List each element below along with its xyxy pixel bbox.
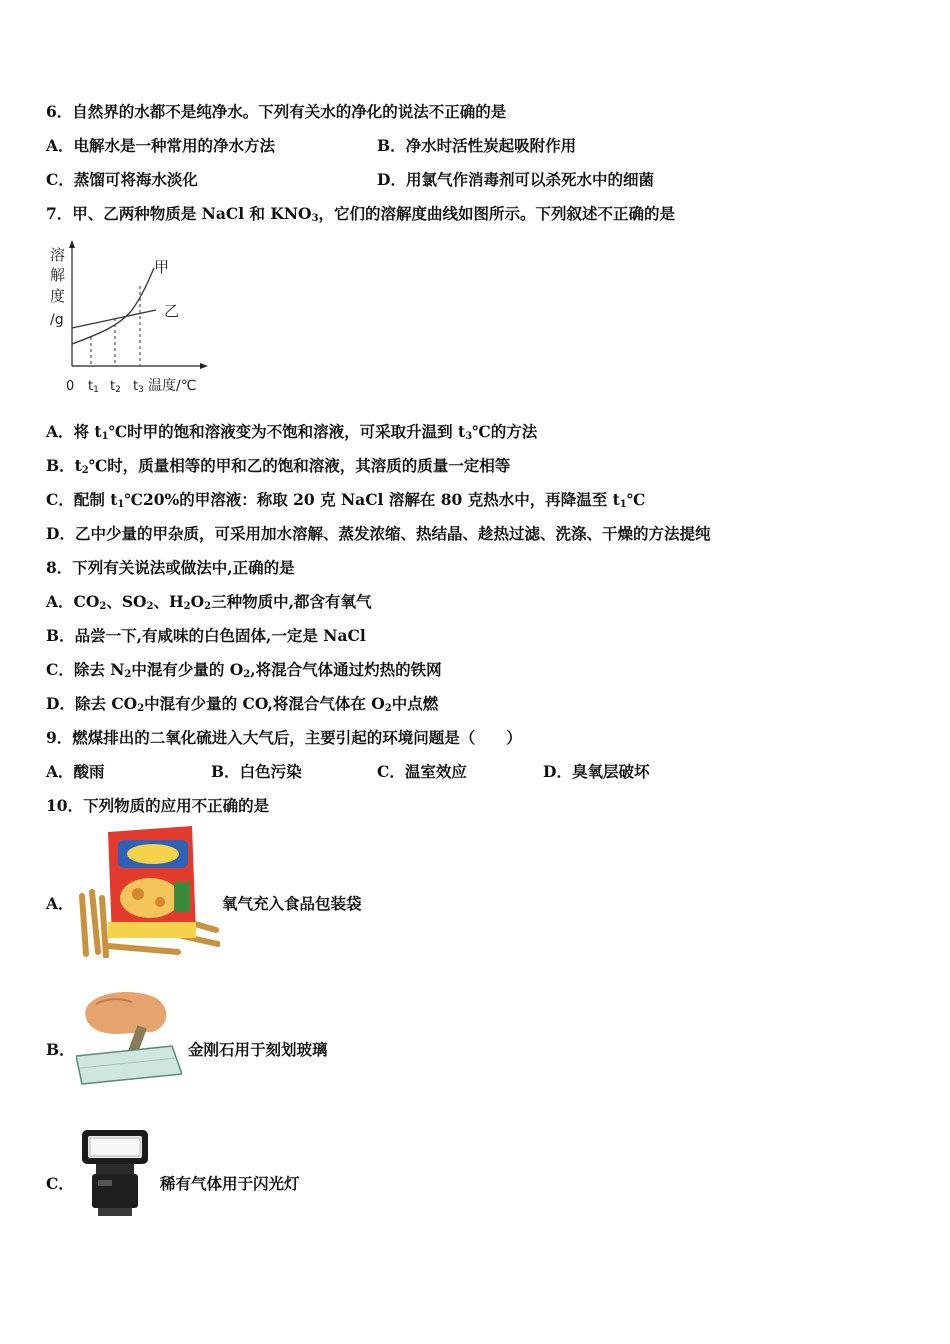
- q8-option-a: A．$CO_2$、$SO_2$、$H_2O_2$三种物质中,都含有氧气: [46, 592, 372, 612]
- solubility-chart: [44, 240, 214, 400]
- snack-bag-image: [78, 826, 220, 958]
- q10-option-b-text: 金刚石用于刻划玻璃: [188, 1040, 328, 1059]
- q6-option-a: A．电解水是一种常用的净水方法: [46, 136, 276, 155]
- ylabel-char-4: /g: [50, 312, 64, 328]
- q10-option-c-text: 稀有气体用于闪光灯: [160, 1174, 300, 1193]
- q10-stem: 10．下列物质的应用不正确的是: [46, 796, 270, 815]
- series-yi-label: 乙: [164, 302, 180, 320]
- q8-stem: 8．下列有关说法或做法中,正确的是: [46, 558, 295, 577]
- q7-option-d: D．乙中少量的甲杂质，可采用加水溶解、蒸发浓缩、热结晶、趁热过滤、洗涤、干燥的方法提纯: [46, 524, 711, 543]
- q9-option-c: C．温室效应: [377, 762, 467, 781]
- q6-option-d: D．用氯气作消毒剂可以杀死水中的细菌: [377, 170, 654, 189]
- x-axis-arrow: [200, 363, 208, 369]
- q9-option-d: D．臭氧层破坏: [543, 762, 650, 781]
- series-jia-label: 甲: [154, 258, 170, 276]
- x-tick-t2: t2: [110, 379, 121, 395]
- xlabel: 温度/℃: [148, 378, 197, 394]
- q9-option-a: A．酸雨: [46, 762, 105, 781]
- glass-cutter-image: [76, 988, 182, 1086]
- finger: [85, 992, 166, 1034]
- flash-foot: [98, 1208, 132, 1216]
- q8-option-d: D．除去 $CO_2$中混有少量的 CO,将混合气体在 $O_2$中点燃: [46, 694, 439, 714]
- x-tick-0: 0: [66, 379, 75, 394]
- q10-option-a-text: 氧气充入食品包装袋: [222, 894, 362, 913]
- q9-option-b: B．白色污染: [211, 762, 302, 781]
- q10-option-b-letter: B．: [46, 1040, 75, 1059]
- x-tick-t3: t3: [133, 379, 144, 395]
- q7-stem: 7．甲、乙两种物质是 NaCl 和 $KNO_3$，它们的溶解度曲线如图所示。下列叙述不正确的是: [46, 204, 676, 224]
- q10-option-c-letter: C．: [46, 1174, 74, 1193]
- q9-stem: 9．燃煤排出的二氧化硫进入大气后，主要引起的环境问题是（ ）: [46, 728, 522, 747]
- q7-option-b: B．$t_2℃$时，质量相等的甲和乙的饱和溶液，其溶质的质量一定相等: [46, 456, 511, 476]
- series-jia-curve: [72, 268, 154, 344]
- ylabel-char-3: 度: [50, 287, 66, 305]
- flash-body: [92, 1174, 138, 1208]
- q10-option-a-letter: A．: [46, 894, 74, 913]
- x-tick-t1: t1: [88, 379, 99, 395]
- q7-option-c: C．配制 $t_1℃20\%$的甲溶液：称取 20 克 NaCl 溶解在 80 克热水中，再降温至 $t_1℃$: [46, 490, 646, 510]
- y-axis-arrow: [69, 240, 75, 248]
- q6-option-b: B．净水时活性炭起吸附作用: [377, 136, 577, 155]
- q8-option-c: C．除去 $N_2$中混有少量的 $O_2$,将混合气体通过灼热的铁网: [46, 660, 442, 680]
- q6-stem: 6．自然界的水都不是纯净水。下列有关水的净化的说法不正确的是: [46, 102, 507, 121]
- q6-option-c: C．蒸馏可将海水淡化: [46, 170, 198, 189]
- ylabel-char-1: 溶: [50, 246, 66, 264]
- ylabel-char-2: 解: [50, 266, 66, 284]
- q7-option-a: A．将 $t_1℃$时甲的饱和溶液变为不饱和溶液，可采取升温到 $t_3℃$的方法: [46, 422, 538, 442]
- camera-flash-image: [80, 1128, 150, 1220]
- flash-neck: [96, 1164, 134, 1174]
- q8-option-b: B．品尝一下,有咸味的白色固体,一定是 NaCl: [46, 626, 366, 645]
